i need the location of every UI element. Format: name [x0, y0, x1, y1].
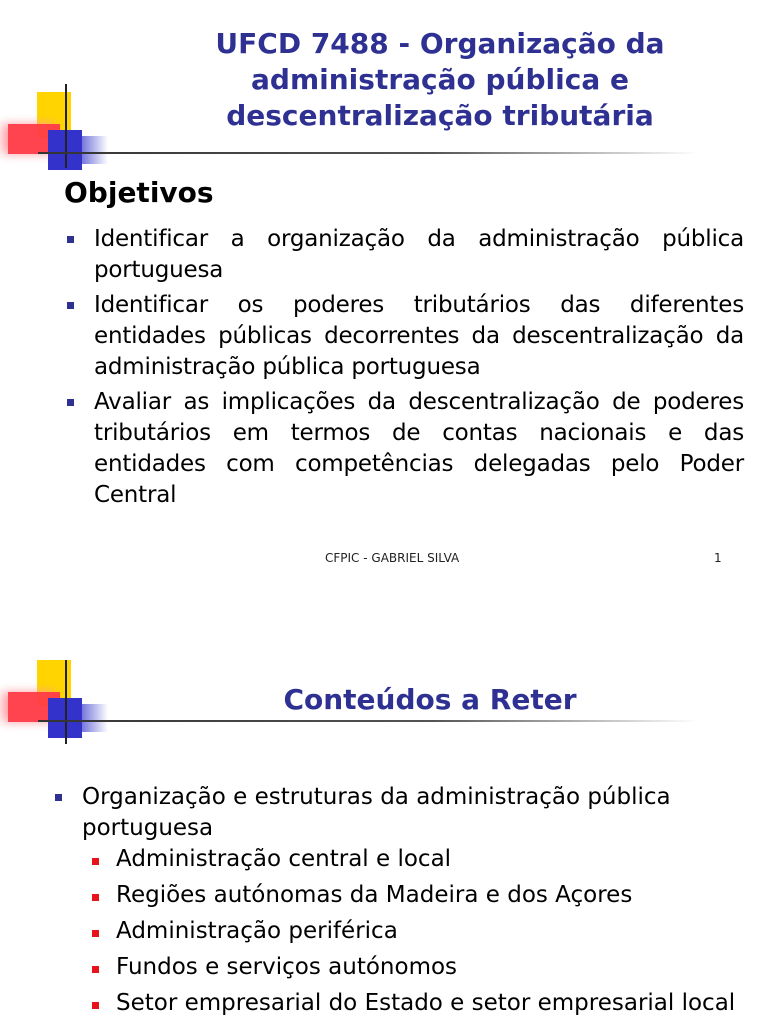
slide-title: UFCD 7488 - Organização da administração pública e descentralização tributária	[215, 27, 665, 132]
square-bullet-icon	[67, 302, 74, 309]
section-heading: Objetivos	[64, 176, 214, 209]
square-bullet-icon	[55, 794, 62, 801]
contents-sublist	[90, 844, 750, 1024]
list-item: Avaliar as implicações da descentralização de poderes tributários em termos de contas nacionais e das entidades com competências delegadas pelo Poder Central	[64, 387, 744, 511]
list-item: Identificar os poderes tributários das diferentes entidades públicas decorrentes da descentralização da administração pública portuguesa	[64, 290, 744, 383]
objectives-list	[64, 224, 744, 515]
list-item: Administração central e local	[90, 844, 750, 875]
list-item: Organização e estruturas da administração pública portuguesa	[52, 782, 752, 844]
list-item: Administração periférica	[90, 916, 750, 947]
list-item: Regiões autónomas da Madeira e dos Açores	[90, 880, 750, 911]
list-item: Setor empresarial do Estado e setor empresarial local	[90, 988, 750, 1019]
footer-author: CFPIC - GABRIEL SILVA	[325, 551, 460, 565]
slide-logo-icon	[0, 92, 110, 182]
square-bullet-icon	[92, 966, 99, 973]
square-bullet-icon	[67, 236, 74, 243]
slide-title: Conteúdos a Reter	[283, 683, 577, 716]
page-number: 1	[714, 551, 722, 565]
square-bullet-icon	[92, 1002, 99, 1009]
slide-logo-icon	[0, 660, 110, 750]
square-bullet-icon	[92, 930, 99, 937]
square-bullet-icon	[67, 399, 74, 406]
list-item: Fundos e serviços autónomos	[90, 952, 750, 983]
square-bullet-icon	[92, 858, 99, 865]
list-item: Identificar a organização da administração pública portuguesa	[64, 224, 744, 286]
square-bullet-icon	[92, 894, 99, 901]
slide-2	[0, 640, 768, 1024]
contents-list	[52, 782, 752, 850]
